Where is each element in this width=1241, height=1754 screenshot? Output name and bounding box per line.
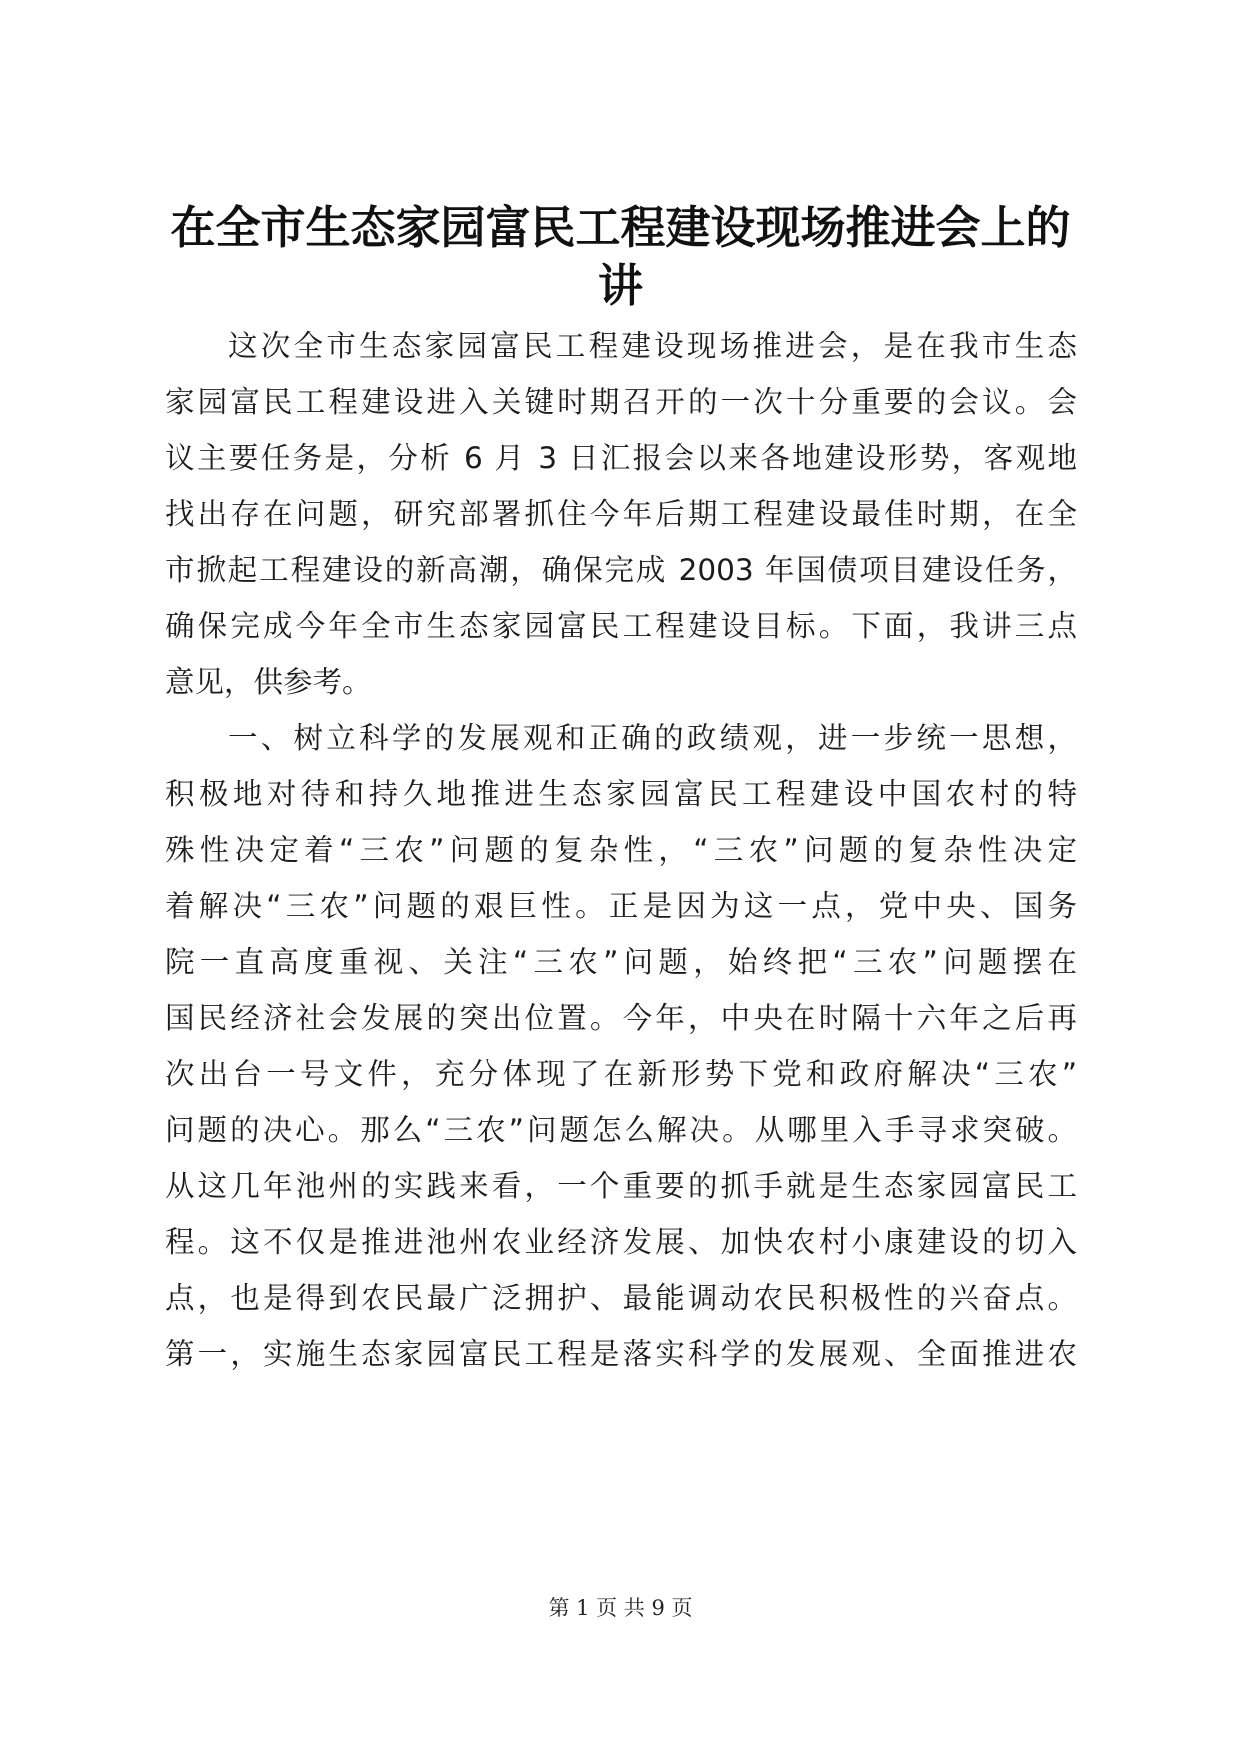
paragraph-line: 从这几年池州的实践来看，一个重要的抓手就是生态家园富民工 — [165, 1169, 1077, 1203]
paragraph-line: 意见，供参考。 — [165, 665, 372, 699]
paragraph-line: 市掀起工程建设的新高潮，确保完成 2003 年国债项目建设任务， — [165, 553, 1077, 587]
paragraph-line: 着解决“三农”问题的艰巨性。正是因为这一点，党中央、国务 — [165, 889, 1077, 923]
paragraph-line: 找出存在问题，研究部署抓住今年后期工程建设最佳时期，在全 — [165, 497, 1077, 531]
page-number-footer: 第 1 页 共 9 页 — [548, 1596, 693, 1620]
paragraph-line: 积极地对待和持久地推进生态家园富民工程建设中国农村的特 — [165, 777, 1077, 811]
paragraph-line: 这次全市生态家园富民工程建设现场推进会，是在我市生态 — [228, 329, 1077, 363]
paragraph-line: 程。这不仅是推进池州农业经济发展、加快农村小康建设的切入 — [165, 1225, 1077, 1259]
paragraph-line: 国民经济社会发展的突出位置。今年，中央在时隔十六年之后再 — [165, 1001, 1077, 1035]
paragraph-line: 确保完成今年全市生态家园富民工程建设目标。下面，我讲三点 — [165, 609, 1077, 643]
paragraph-line: 议主要任务是，分析 6 月 3 日汇报会以来各地建设形势，客观地 — [165, 441, 1077, 475]
paragraph-line: 一、树立科学的发展观和正确的政绩观，进一步统一思想， — [228, 721, 1077, 755]
document-title-line-1: 在全市生态家园富民工程建设现场推进会上的 — [170, 201, 1071, 254]
paragraph-line: 点，也是得到农民最广泛拥护、最能调动农民积极性的兴奋点。 — [165, 1281, 1077, 1315]
paragraph-line: 次出台一号文件，充分体现了在新形势下党和政府解决“三农” — [165, 1057, 1077, 1091]
paragraph-line: 殊性决定着“三农”问题的复杂性，“三农”问题的复杂性决定 — [165, 833, 1077, 867]
paragraph-line: 问题的决心。那么“三农”问题怎么解决。从哪里入手寻求突破。 — [165, 1113, 1077, 1147]
paragraph-line: 第一，实施生态家园富民工程是落实科学的发展观、全面推进农 — [165, 1337, 1077, 1371]
paragraph-line: 家园富民工程建设进入关键时期召开的一次十分重要的会议。会 — [165, 385, 1077, 419]
paragraph-line: 院一直高度重视、关注“三农”问题，始终把“三农”问题摆在 — [165, 945, 1077, 979]
document-title-line-2: 讲 — [597, 259, 643, 312]
